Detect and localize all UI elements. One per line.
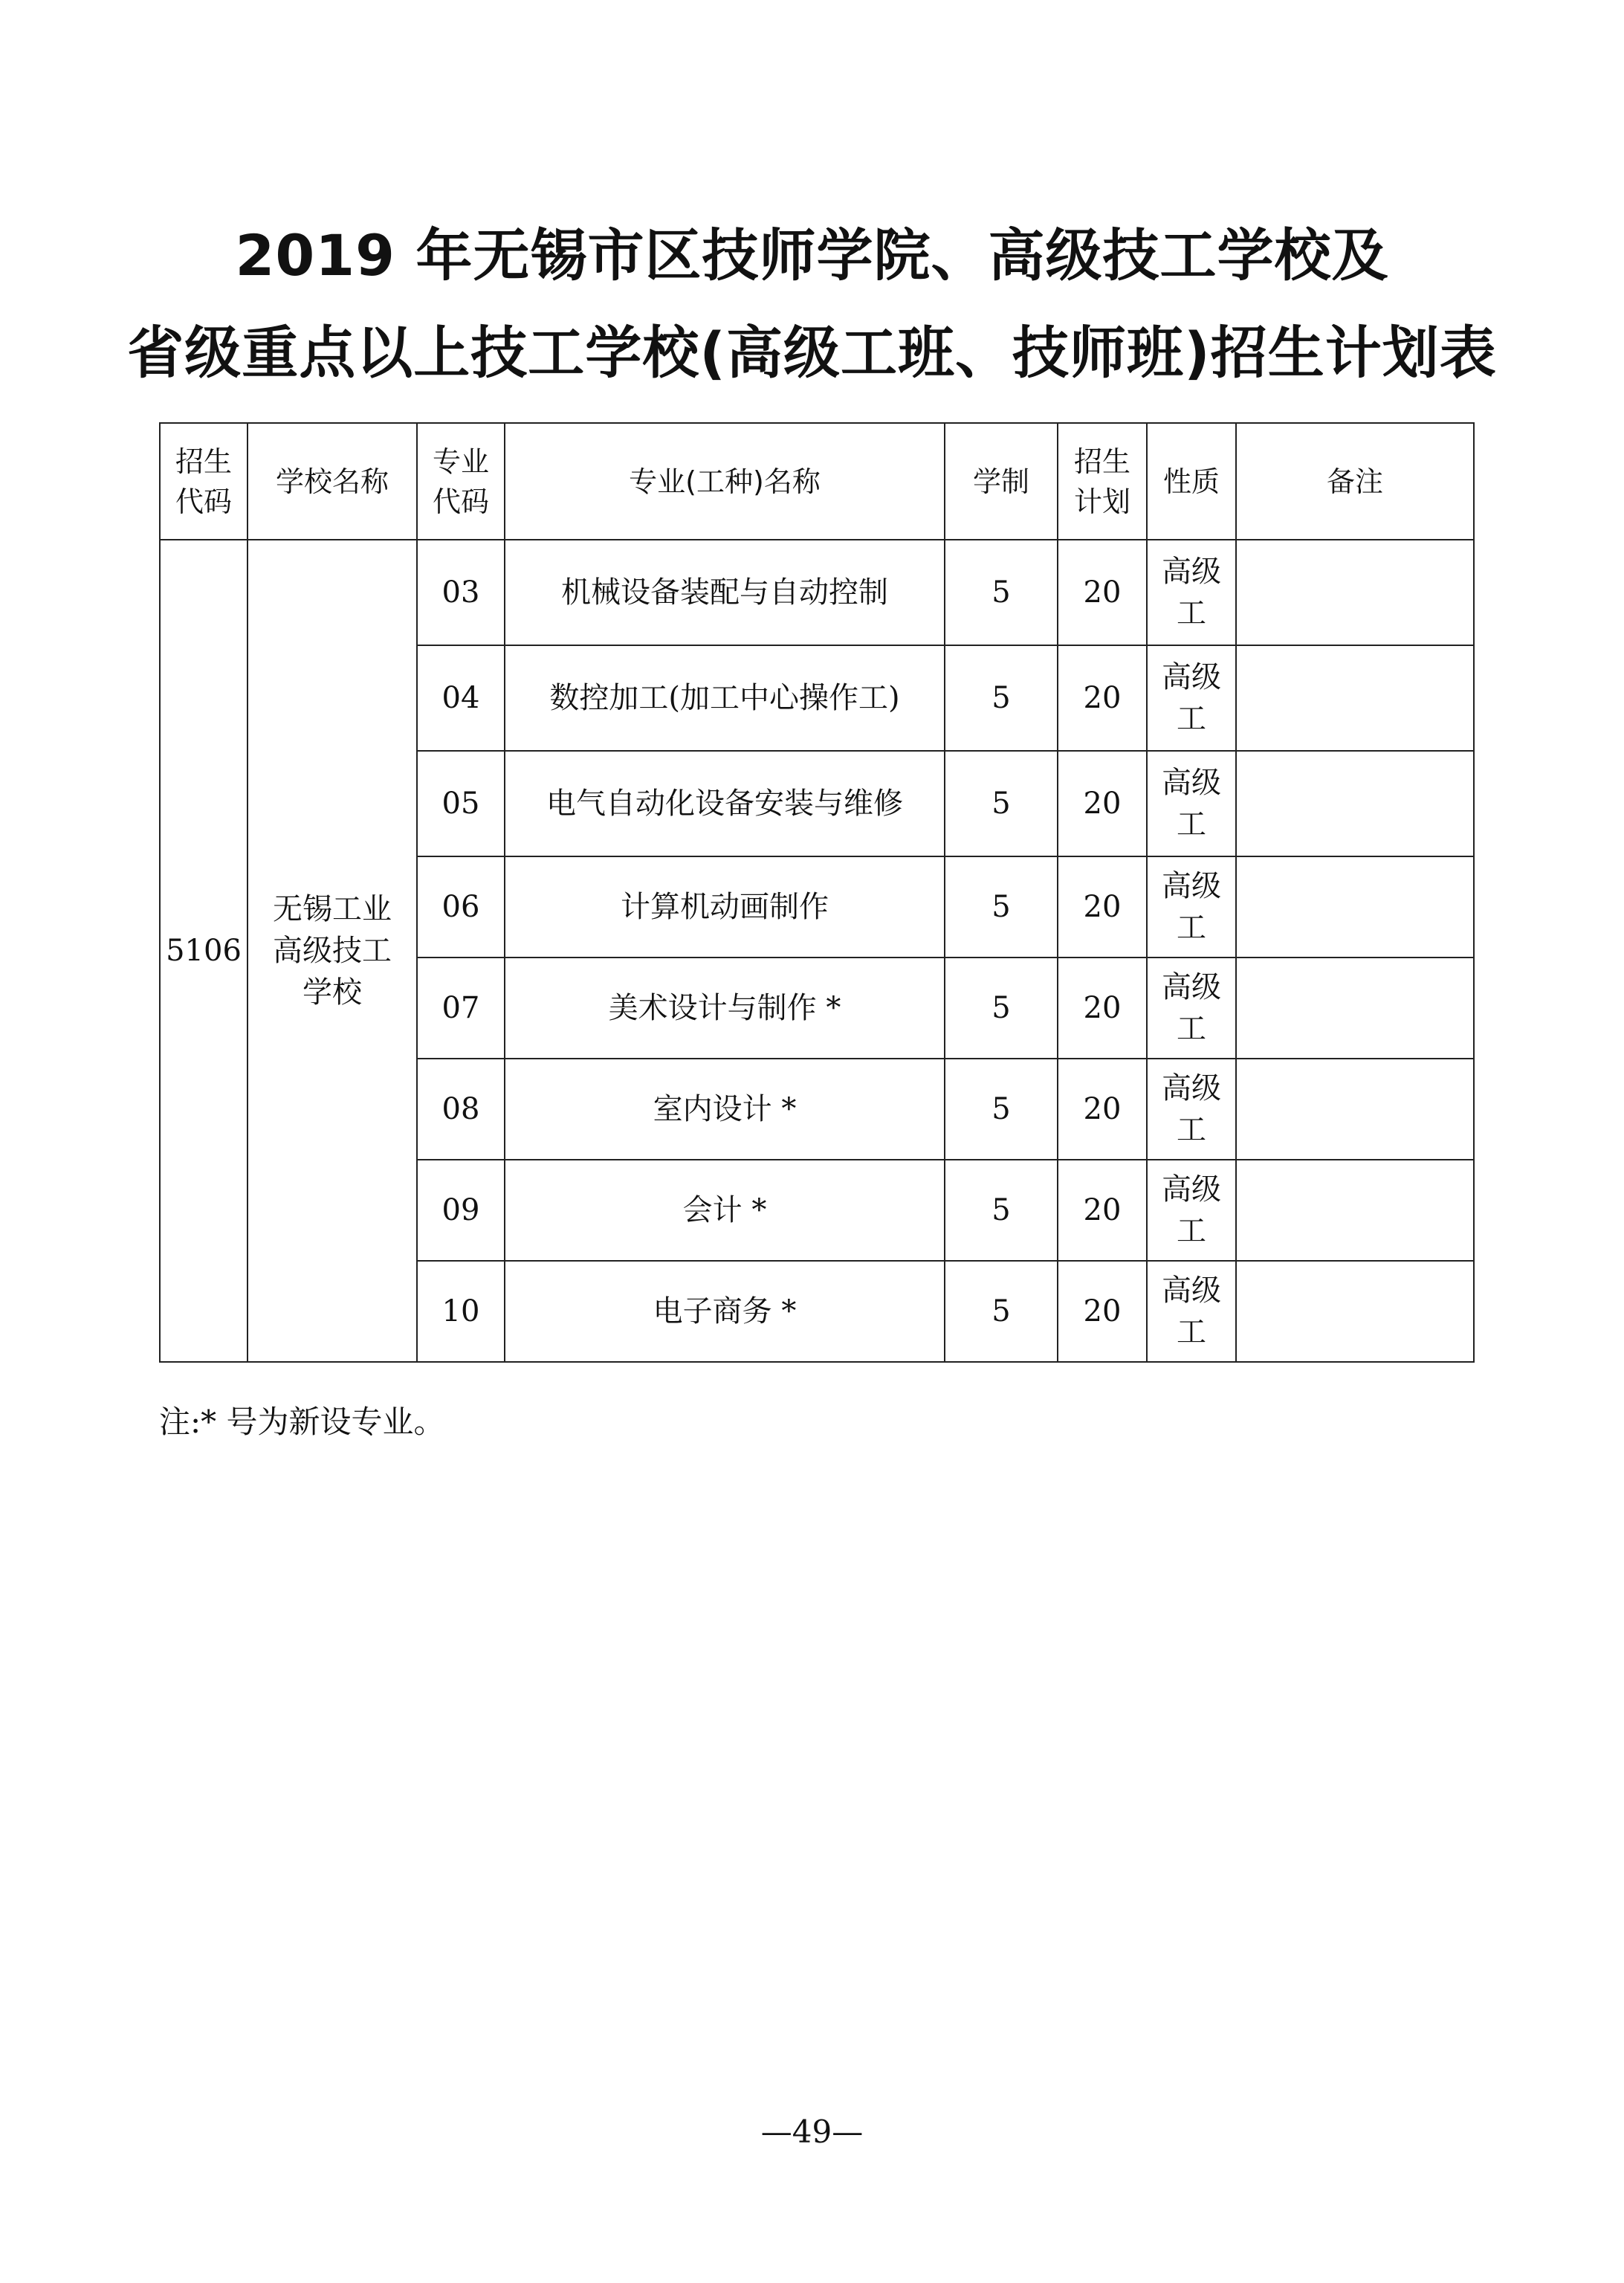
cell-major-name: 室内设计 * (505, 1059, 945, 1160)
nature-text: 高级工 (1162, 1172, 1221, 1248)
cell-nature (1147, 856, 1236, 958)
table-header-row (160, 423, 1474, 540)
cell-nature (1147, 1160, 1236, 1261)
cell-enroll-code: 5106 (160, 540, 248, 1362)
cell-nature (1147, 1261, 1236, 1362)
nature-text: 高级工 (1162, 555, 1221, 630)
cell-major-name: 美术设计与制作 * (505, 958, 945, 1059)
page-number: —49— (760, 2114, 864, 2150)
cell-major-code: 03 (417, 540, 505, 645)
cell-school-name (248, 540, 417, 1362)
cell-major-code: 07 (417, 958, 505, 1059)
cell-major-code: 06 (417, 856, 505, 958)
header-nature: 性质 (1147, 423, 1236, 540)
cell-plan: 20 (1058, 958, 1147, 1059)
header-plan: 招生计划 (1058, 423, 1147, 540)
cell-nature (1147, 1059, 1236, 1160)
cell-duration: 5 (945, 1160, 1058, 1261)
cell-plan: 20 (1058, 1261, 1147, 1362)
cell-plan: 20 (1058, 645, 1147, 751)
cell-nature (1147, 751, 1236, 856)
cell-remarks (1236, 1261, 1474, 1362)
cell-major-name: 数控加工(加工中心操作工) (505, 645, 945, 751)
nature-text: 高级工 (1162, 1273, 1221, 1349)
cell-major-code: 05 (417, 751, 505, 856)
cell-remarks (1236, 958, 1474, 1059)
cell-remarks (1236, 645, 1474, 751)
header-major-name: 专业(工种)名称 (505, 423, 945, 540)
header-major-code: 专业代码 (417, 423, 505, 540)
cell-remarks (1236, 1059, 1474, 1160)
cell-duration: 5 (945, 1059, 1058, 1160)
page-title-line-1: 2019 年无锡市区技师学院、高级技工学校及 (235, 222, 1389, 288)
nature-text: 高级工 (1162, 1071, 1221, 1147)
footnote: 注:* 号为新设专业。 (159, 1404, 445, 1440)
enrollment-plan-table (159, 422, 1475, 1363)
cell-major-name: 电气自动化设备安装与维修 (505, 751, 945, 856)
cell-remarks (1236, 1160, 1474, 1261)
cell-nature (1147, 645, 1236, 751)
cell-plan: 20 (1058, 1059, 1147, 1160)
nature-text: 高级工 (1162, 869, 1221, 945)
cell-major-name: 机械设备装配与自动控制 (505, 540, 945, 645)
cell-major-code: 04 (417, 645, 505, 751)
cell-nature (1147, 958, 1236, 1059)
nature-text: 高级工 (1162, 660, 1221, 736)
cell-major-code: 09 (417, 1160, 505, 1261)
cell-plan: 20 (1058, 540, 1147, 645)
table-row (160, 540, 1474, 645)
header-enroll-code: 招生代码 (160, 423, 248, 540)
header-duration: 学制 (945, 423, 1058, 540)
header-school-name: 学校名称 (248, 423, 417, 540)
nature-text: 高级工 (1162, 970, 1221, 1046)
cell-duration: 5 (945, 856, 1058, 958)
school-name-text: 无锡工业高级技工学校 (273, 892, 392, 1010)
cell-major-name: 电子商务 * (505, 1261, 945, 1362)
cell-major-code: 08 (417, 1059, 505, 1160)
cell-duration: 5 (945, 958, 1058, 1059)
cell-major-code: 10 (417, 1261, 505, 1362)
header-remarks: 备注 (1236, 423, 1474, 540)
cell-duration: 5 (945, 751, 1058, 856)
cell-duration: 5 (945, 540, 1058, 645)
cell-nature (1147, 540, 1236, 645)
cell-major-name: 会计 * (505, 1160, 945, 1261)
cell-duration: 5 (945, 645, 1058, 751)
cell-major-name: 计算机动画制作 (505, 856, 945, 958)
page-title-line-2: 省级重点以上技工学校(高级工班、技师班)招生计划表 (127, 320, 1497, 386)
nature-text: 高级工 (1162, 766, 1221, 842)
cell-plan: 20 (1058, 751, 1147, 856)
cell-plan: 20 (1058, 1160, 1147, 1261)
cell-remarks (1236, 751, 1474, 856)
cell-plan: 20 (1058, 856, 1147, 958)
table-body (160, 540, 1474, 1362)
cell-duration: 5 (945, 1261, 1058, 1362)
cell-remarks (1236, 540, 1474, 645)
cell-remarks (1236, 856, 1474, 958)
